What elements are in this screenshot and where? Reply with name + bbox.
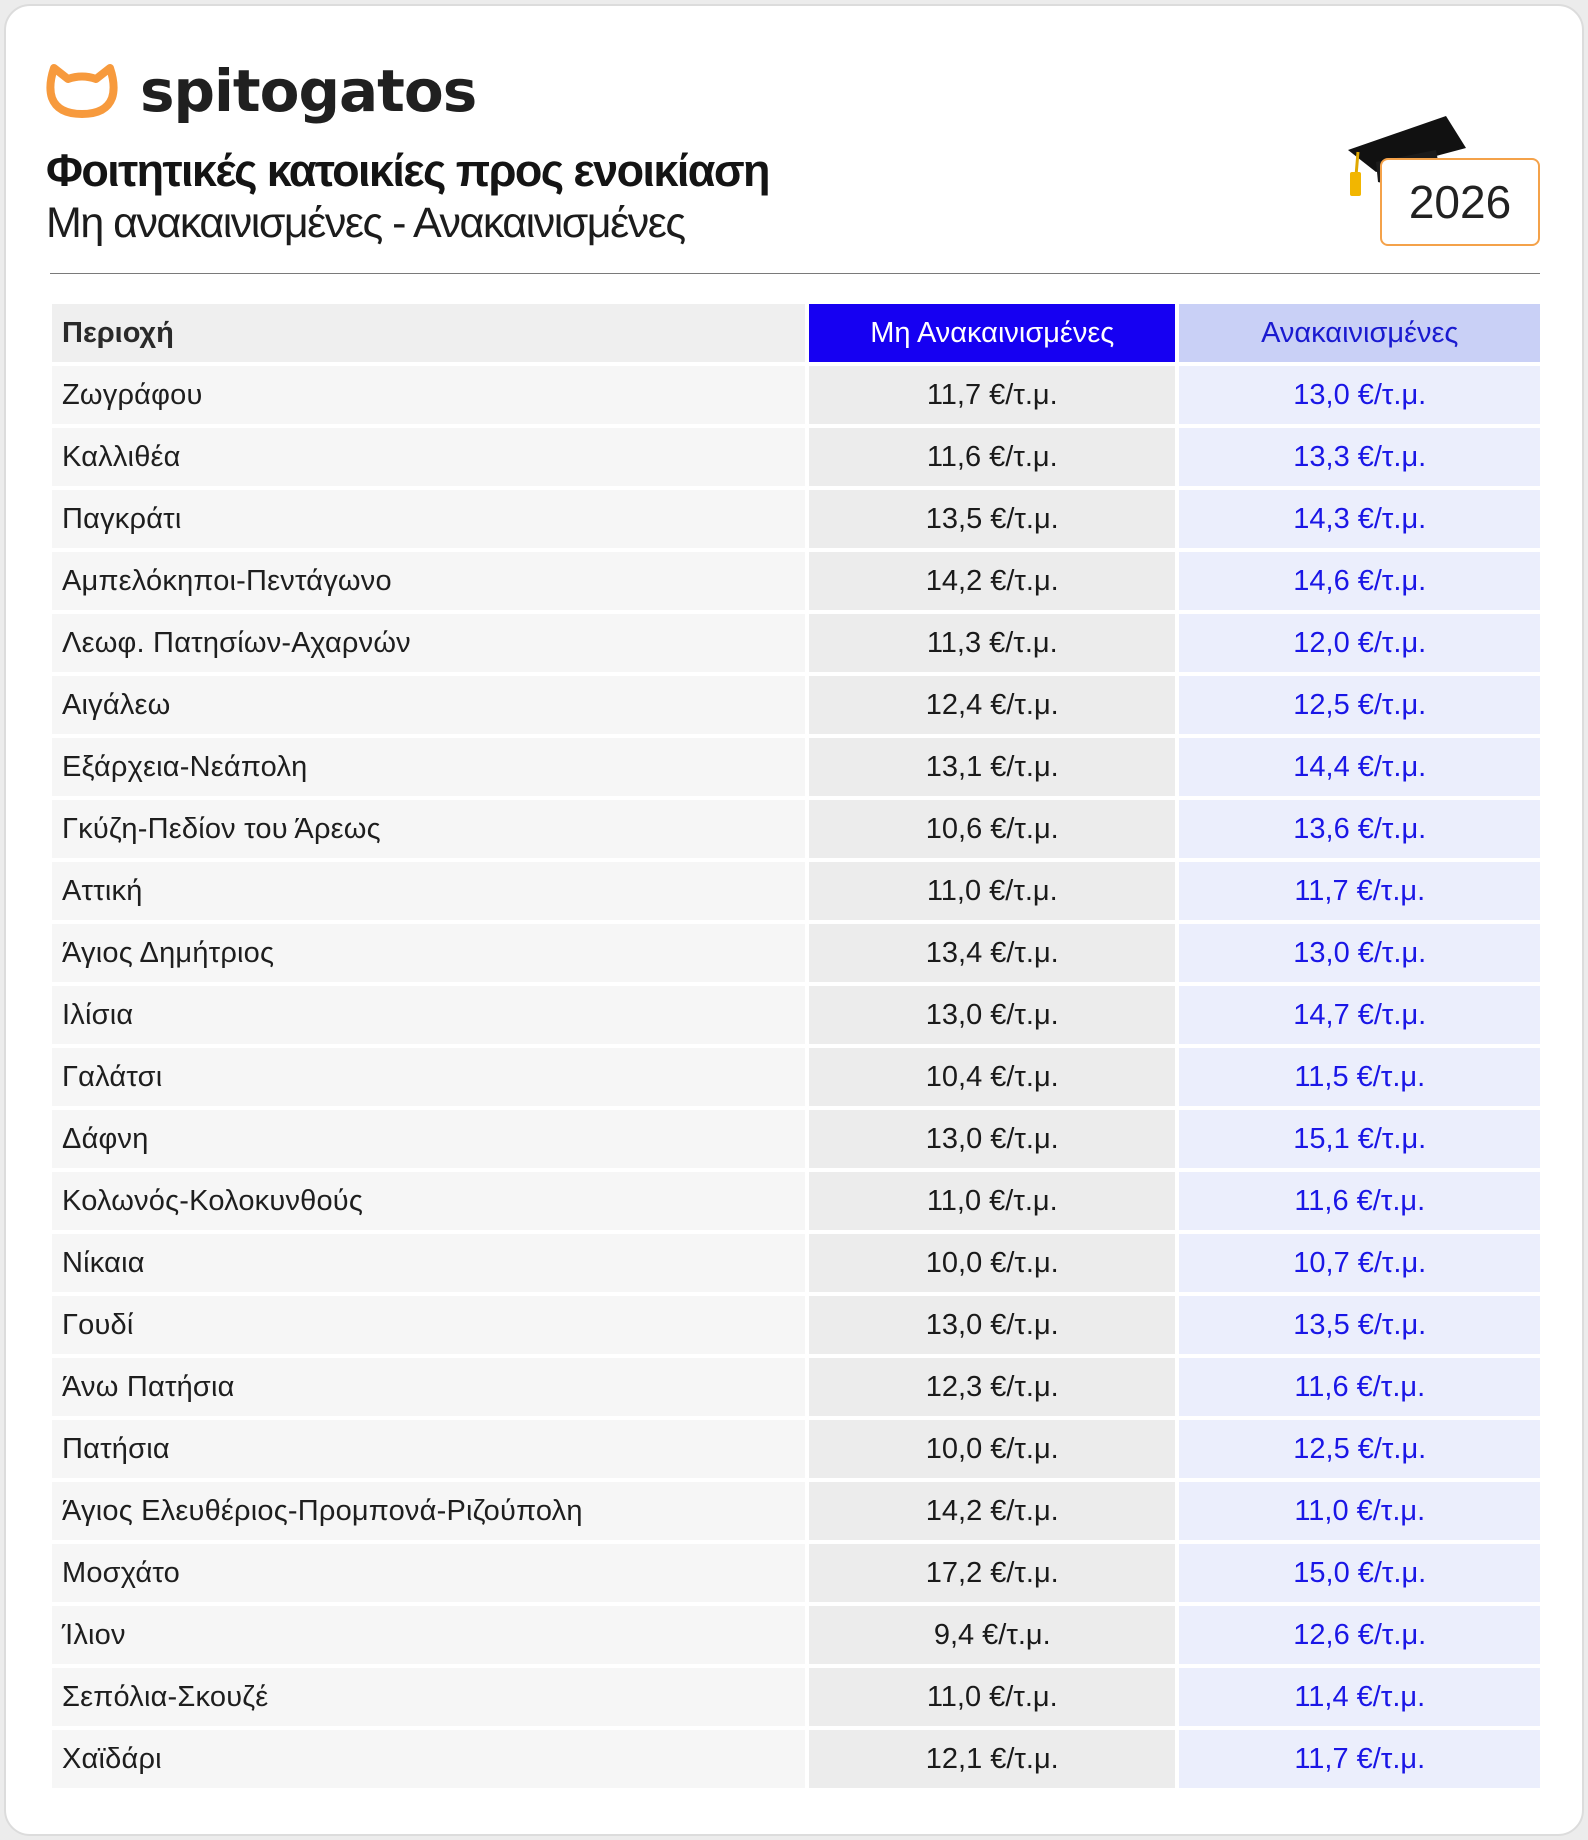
not-renovated-price-cell: 13,4 €/τ.μ. xyxy=(809,924,1175,982)
infographic-card xyxy=(4,4,1584,1836)
area-cell: Αττική xyxy=(52,862,805,920)
area-cell: Καλλιθέα xyxy=(52,428,805,486)
table-row xyxy=(52,1296,1540,1354)
not-renovated-price-cell: 12,3 €/τ.μ. xyxy=(809,1358,1175,1416)
table-row xyxy=(52,1482,1540,1540)
area-cell: Εξάρχεια-Νεάπολη xyxy=(52,738,805,796)
table-row xyxy=(52,1048,1540,1106)
not-renovated-price-cell: 9,4 €/τ.μ. xyxy=(809,1606,1175,1664)
not-renovated-price-cell: 14,2 €/τ.μ. xyxy=(809,552,1175,610)
renovated-price-cell: 13,0 €/τ.μ. xyxy=(1179,366,1540,424)
area-cell: Παγκράτι xyxy=(52,490,805,548)
table-row xyxy=(52,862,1540,920)
not-renovated-price-cell: 11,3 €/τ.μ. xyxy=(809,614,1175,672)
not-renovated-price-cell: 12,4 €/τ.μ. xyxy=(809,676,1175,734)
area-cell: Ζωγράφου xyxy=(52,366,805,424)
area-cell: Άγιος Δημήτριος xyxy=(52,924,805,982)
renovated-price-cell: 15,1 €/τ.μ. xyxy=(1179,1110,1540,1168)
renovated-price-cell: 10,7 €/τ.μ. xyxy=(1179,1234,1540,1292)
table-row xyxy=(52,366,1540,424)
area-cell: Γουδί xyxy=(52,1296,805,1354)
area-cell: Γκύζη-Πεδίον του Άρεως xyxy=(52,800,805,858)
not-renovated-price-cell: 11,0 €/τ.μ. xyxy=(809,862,1175,920)
cat-head-icon xyxy=(46,62,118,120)
renovated-price-cell: 15,0 €/τ.μ. xyxy=(1179,1544,1540,1602)
table-row xyxy=(52,800,1540,858)
renovated-price-cell: 11,6 €/τ.μ. xyxy=(1179,1358,1540,1416)
brand-logo xyxy=(46,56,476,126)
renovated-price-cell: 14,4 €/τ.μ. xyxy=(1179,738,1540,796)
renovated-price-cell: 14,6 €/τ.μ. xyxy=(1179,552,1540,610)
table-row xyxy=(52,614,1540,672)
area-cell: Ιλίσια xyxy=(52,986,805,1044)
renovated-price-cell: 11,5 €/τ.μ. xyxy=(1179,1048,1540,1106)
table-row xyxy=(52,1110,1540,1168)
table-row xyxy=(52,1606,1540,1664)
renovated-price-cell: 11,0 €/τ.μ. xyxy=(1179,1482,1540,1540)
table-row xyxy=(52,552,1540,610)
table-row xyxy=(52,924,1540,982)
not-renovated-price-cell: 13,1 €/τ.μ. xyxy=(809,738,1175,796)
table-row xyxy=(52,986,1540,1044)
not-renovated-price-cell: 10,4 €/τ.μ. xyxy=(809,1048,1175,1106)
renovated-price-cell: 12,0 €/τ.μ. xyxy=(1179,614,1540,672)
renovated-price-cell: 12,5 €/τ.μ. xyxy=(1179,1420,1540,1478)
rent-table xyxy=(52,300,1540,1792)
area-cell: Αιγάλεω xyxy=(52,676,805,734)
table-row xyxy=(52,1172,1540,1230)
table-row xyxy=(52,738,1540,796)
not-renovated-price-cell: 10,6 €/τ.μ. xyxy=(809,800,1175,858)
area-cell: Πατήσια xyxy=(52,1420,805,1478)
not-renovated-price-cell: 17,2 €/τ.μ. xyxy=(809,1544,1175,1602)
renovated-price-cell: 13,5 €/τ.μ. xyxy=(1179,1296,1540,1354)
not-renovated-price-cell: 10,0 €/τ.μ. xyxy=(809,1234,1175,1292)
area-cell: Δάφνη xyxy=(52,1110,805,1168)
table-row xyxy=(52,490,1540,548)
area-cell: Λεωφ. Πατησίων-Αχαρνών xyxy=(52,614,805,672)
table-row xyxy=(52,1234,1540,1292)
table-row xyxy=(52,676,1540,734)
area-cell: Νίκαια xyxy=(52,1234,805,1292)
not-renovated-price-cell: 13,0 €/τ.μ. xyxy=(809,1110,1175,1168)
not-renovated-price-cell: 11,6 €/τ.μ. xyxy=(809,428,1175,486)
area-cell: Άγιος Ελευθέριος-Προμπονά-Ριζούπολη xyxy=(52,1482,805,1540)
column-header-renovated: Ανακαινισμένες xyxy=(1179,304,1540,362)
area-cell: Σεπόλια-Σκουζέ xyxy=(52,1668,805,1726)
table-row xyxy=(52,1668,1540,1726)
table-row xyxy=(52,428,1540,486)
renovated-price-cell: 13,3 €/τ.μ. xyxy=(1179,428,1540,486)
table-row xyxy=(52,1730,1540,1788)
column-header-not-renovated: Μη Ανακαινισμένες xyxy=(809,304,1175,362)
not-renovated-price-cell: 13,0 €/τ.μ. xyxy=(809,986,1175,1044)
renovated-price-cell: 11,7 €/τ.μ. xyxy=(1179,1730,1540,1788)
area-cell: Κολωνός-Κολοκυνθούς xyxy=(52,1172,805,1230)
not-renovated-price-cell: 14,2 €/τ.μ. xyxy=(809,1482,1175,1540)
page-subtitle: Μη ανακαινισμένες - Ανακαινισμένες xyxy=(46,199,685,247)
area-cell: Άνω Πατήσια xyxy=(52,1358,805,1416)
area-cell: Μοσχάτο xyxy=(52,1544,805,1602)
renovated-price-cell: 14,7 €/τ.μ. xyxy=(1179,986,1540,1044)
table-row xyxy=(52,1420,1540,1478)
renovated-price-cell: 13,0 €/τ.μ. xyxy=(1179,924,1540,982)
renovated-price-cell: 11,4 €/τ.μ. xyxy=(1179,1668,1540,1726)
not-renovated-price-cell: 10,0 €/τ.μ. xyxy=(809,1420,1175,1478)
not-renovated-price-cell: 13,0 €/τ.μ. xyxy=(809,1296,1175,1354)
not-renovated-price-cell: 11,7 €/τ.μ. xyxy=(809,366,1175,424)
header-divider xyxy=(50,273,1540,274)
table-header-row xyxy=(52,304,1540,362)
not-renovated-price-cell: 12,1 €/τ.μ. xyxy=(809,1730,1175,1788)
renovated-price-cell: 11,6 €/τ.μ. xyxy=(1179,1172,1540,1230)
renovated-price-cell: 13,6 €/τ.μ. xyxy=(1179,800,1540,858)
year-label: 2026 xyxy=(1380,158,1540,246)
renovated-price-cell: 11,7 €/τ.μ. xyxy=(1179,862,1540,920)
renovated-price-cell: 14,3 €/τ.μ. xyxy=(1179,490,1540,548)
not-renovated-price-cell: 11,0 €/τ.μ. xyxy=(809,1668,1175,1726)
area-cell: Γαλάτσι xyxy=(52,1048,805,1106)
year-badge xyxy=(1336,110,1546,250)
area-cell: Αμπελόκηποι-Πεντάγωνο xyxy=(52,552,805,610)
not-renovated-price-cell: 13,5 €/τ.μ. xyxy=(809,490,1175,548)
brand-name: spitogatos xyxy=(140,57,477,125)
renovated-price-cell: 12,5 €/τ.μ. xyxy=(1179,676,1540,734)
renovated-price-cell: 12,6 €/τ.μ. xyxy=(1179,1606,1540,1664)
column-header-area: Περιοχή xyxy=(52,304,805,362)
area-cell: Ίλιον xyxy=(52,1606,805,1664)
page-title: Φοιτητικές κατοικίες προς ενοικίαση xyxy=(46,145,769,196)
table-row xyxy=(52,1544,1540,1602)
table-row xyxy=(52,1358,1540,1416)
not-renovated-price-cell: 11,0 €/τ.μ. xyxy=(809,1172,1175,1230)
area-cell: Χαϊδάρι xyxy=(52,1730,805,1788)
